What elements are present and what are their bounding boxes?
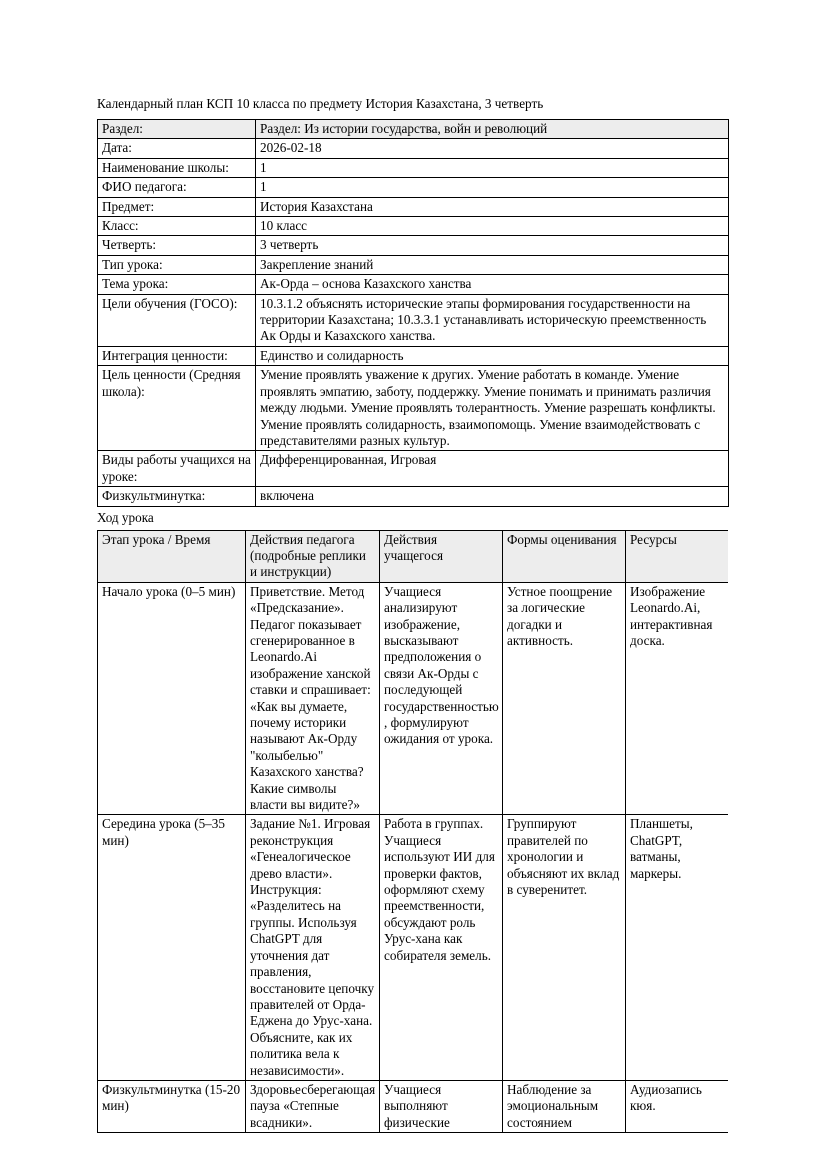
info-row-value: 1	[256, 178, 729, 197]
document-content	[97, 96, 728, 1134]
table-row	[98, 582, 729, 815]
info-row-label: Интеграция ценности:	[98, 346, 256, 365]
lesson-info-body	[98, 120, 729, 507]
flow-assessment-cell: Группируют правителей по хронологии и объясняют их вклад в суверенитет.	[503, 815, 626, 1081]
table-row	[98, 346, 729, 365]
table-row	[98, 275, 729, 294]
flow-student-cell: Работа в группах. Учащиеся используют ИИ для проверки фактов, оформляют схему преемственности, обсуждают роль Урус-хана как собирателя земель.	[380, 815, 503, 1081]
info-row-label: Тип урока:	[98, 255, 256, 274]
info-row-value: 10.3.1.2 объяснять исторические этапы формирования государственности на территории Казахстана; 10.3.3.1 устанавливать историческую преемственность Ак Орды и Казахского ханства.	[256, 294, 729, 346]
info-row-label: Четверть:	[98, 236, 256, 255]
table-row	[98, 294, 729, 346]
info-row-value: Ак-Орда – основа Казахского ханства	[256, 275, 729, 294]
lesson-flow-head	[98, 530, 729, 582]
flow-teacher-cell: Здоровьесберегающая пауза «Степные всадники».	[246, 1080, 380, 1132]
info-row-label: Тема урока:	[98, 275, 256, 294]
info-row-label: Физкультминутка:	[98, 487, 256, 506]
flow-resources-cell: Планшеты, ChatGPT, ватманы, маркеры.	[626, 815, 729, 1081]
flow-stage-cell: Начало урока (0–5 мин)	[98, 582, 246, 815]
flow-student-cell: Учащиеся выполняют физические	[380, 1080, 503, 1132]
table-row	[98, 197, 729, 216]
info-row-value: 10 класс	[256, 217, 729, 236]
table-row	[98, 236, 729, 255]
flow-assessment-cell: Устное поощрение за логические догадки и активность.	[503, 582, 626, 815]
flow-stage-cell: Физкультминутка (15-20 мин)	[98, 1080, 246, 1132]
info-row-label: ФИО педагога:	[98, 178, 256, 197]
table-row	[98, 120, 729, 139]
table-row	[98, 139, 729, 158]
info-row-label: Цель ценности (Средняя школа):	[98, 366, 256, 451]
column-header-assessment: Формы оценивания	[503, 530, 626, 582]
info-row-label: Раздел:	[98, 120, 256, 139]
flow-stage-cell: Середина урока (5–35 мин)	[98, 815, 246, 1081]
flow-teacher-cell: Приветствие. Метод «Предсказание». Педагог показывает сгенерированное в Leonardo.Ai изображение ханской ставки и спрашивает: «Как вы думаете, почему историки называют Ак-Орду "колыбелью" Казахского ханства? Какие символы власти вы видите?»	[246, 582, 380, 815]
info-row-value: Дифференцированная, Игровая	[256, 451, 729, 487]
info-row-label: Дата:	[98, 139, 256, 158]
info-row-label: Виды работы учащихся на уроке:	[98, 451, 256, 487]
flow-assessment-cell: Наблюдение за эмоциональным состоянием	[503, 1080, 626, 1132]
table-row	[98, 451, 729, 487]
info-row-label: Цели обучения (ГОСО):	[98, 294, 256, 346]
info-row-label: Класс:	[98, 217, 256, 236]
info-row-value: Раздел: Из истории государства, войн и революций	[256, 120, 729, 139]
lesson-flow-body	[98, 582, 729, 1132]
info-row-value: Закрепление знаний	[256, 255, 729, 274]
info-row-label: Предмет:	[98, 197, 256, 216]
table-header-row	[98, 530, 729, 582]
table-row	[98, 158, 729, 177]
lesson-info-table	[97, 119, 729, 507]
column-header-teacher-actions: Действия педагога (подробные реплики и инструкции)	[246, 530, 380, 582]
flow-teacher-cell: Задание №1. Игровая реконструкция «Генеалогическое древо власти». Инструкция: «Разделитесь на группы. Используя ChatGPT для уточнения дат правления, восстановите цепочку правителей от Орда-Еджена до Урус-хана. Объясните, как их политика вела к независимости».	[246, 815, 380, 1081]
table-row	[98, 255, 729, 274]
table-row	[98, 487, 729, 506]
lesson-flow-caption: Ход урока	[97, 509, 154, 525]
flow-resources-cell: Изображение Leonardo.Ai, интерактивная доска.	[626, 582, 729, 815]
lesson-flow-table	[97, 530, 728, 1134]
info-row-value: Единство и солидарность	[256, 346, 729, 365]
page-title: Календарный план КСП 10 класса по предмету История Казахстана, 3 четверть	[97, 96, 544, 111]
info-row-value: 1	[256, 158, 729, 177]
table-row	[98, 366, 729, 451]
lesson-flow-clip	[97, 530, 728, 1134]
info-row-value: включена	[256, 487, 729, 506]
table-row	[98, 217, 729, 236]
column-header-resources: Ресурсы	[626, 530, 729, 582]
flow-student-cell: Учащиеся анализируют изображение, высказывают предположения о связи Ак-Орды с последующей государственностью, формулируют ожидания от урока.	[380, 582, 503, 815]
column-header-student-actions: Действия учащегося	[380, 530, 503, 582]
table-row	[98, 1080, 729, 1132]
table-row	[98, 178, 729, 197]
info-row-label: Наименование школы:	[98, 158, 256, 177]
column-header-stage: Этап урока / Время	[98, 530, 246, 582]
table-row	[98, 815, 729, 1081]
info-row-value: История Казахстана	[256, 197, 729, 216]
info-row-value: Умение проявлять уважение к других. Умение работать в команде. Умение проявлять эмпатию, заботу, поддержку. Умение понимать и принимать различия между людьми. Умение проявлять толерантность. Умение разрешать конфликты. Умение проявлять солидарность, взаимопомощь. Умение взаимодействовать с представителями разных культур.	[256, 366, 729, 451]
info-row-value: 3 четверть	[256, 236, 729, 255]
flow-resources-cell: Аудиозапись кюя.	[626, 1080, 729, 1132]
info-row-value: 2026-02-18	[256, 139, 729, 158]
